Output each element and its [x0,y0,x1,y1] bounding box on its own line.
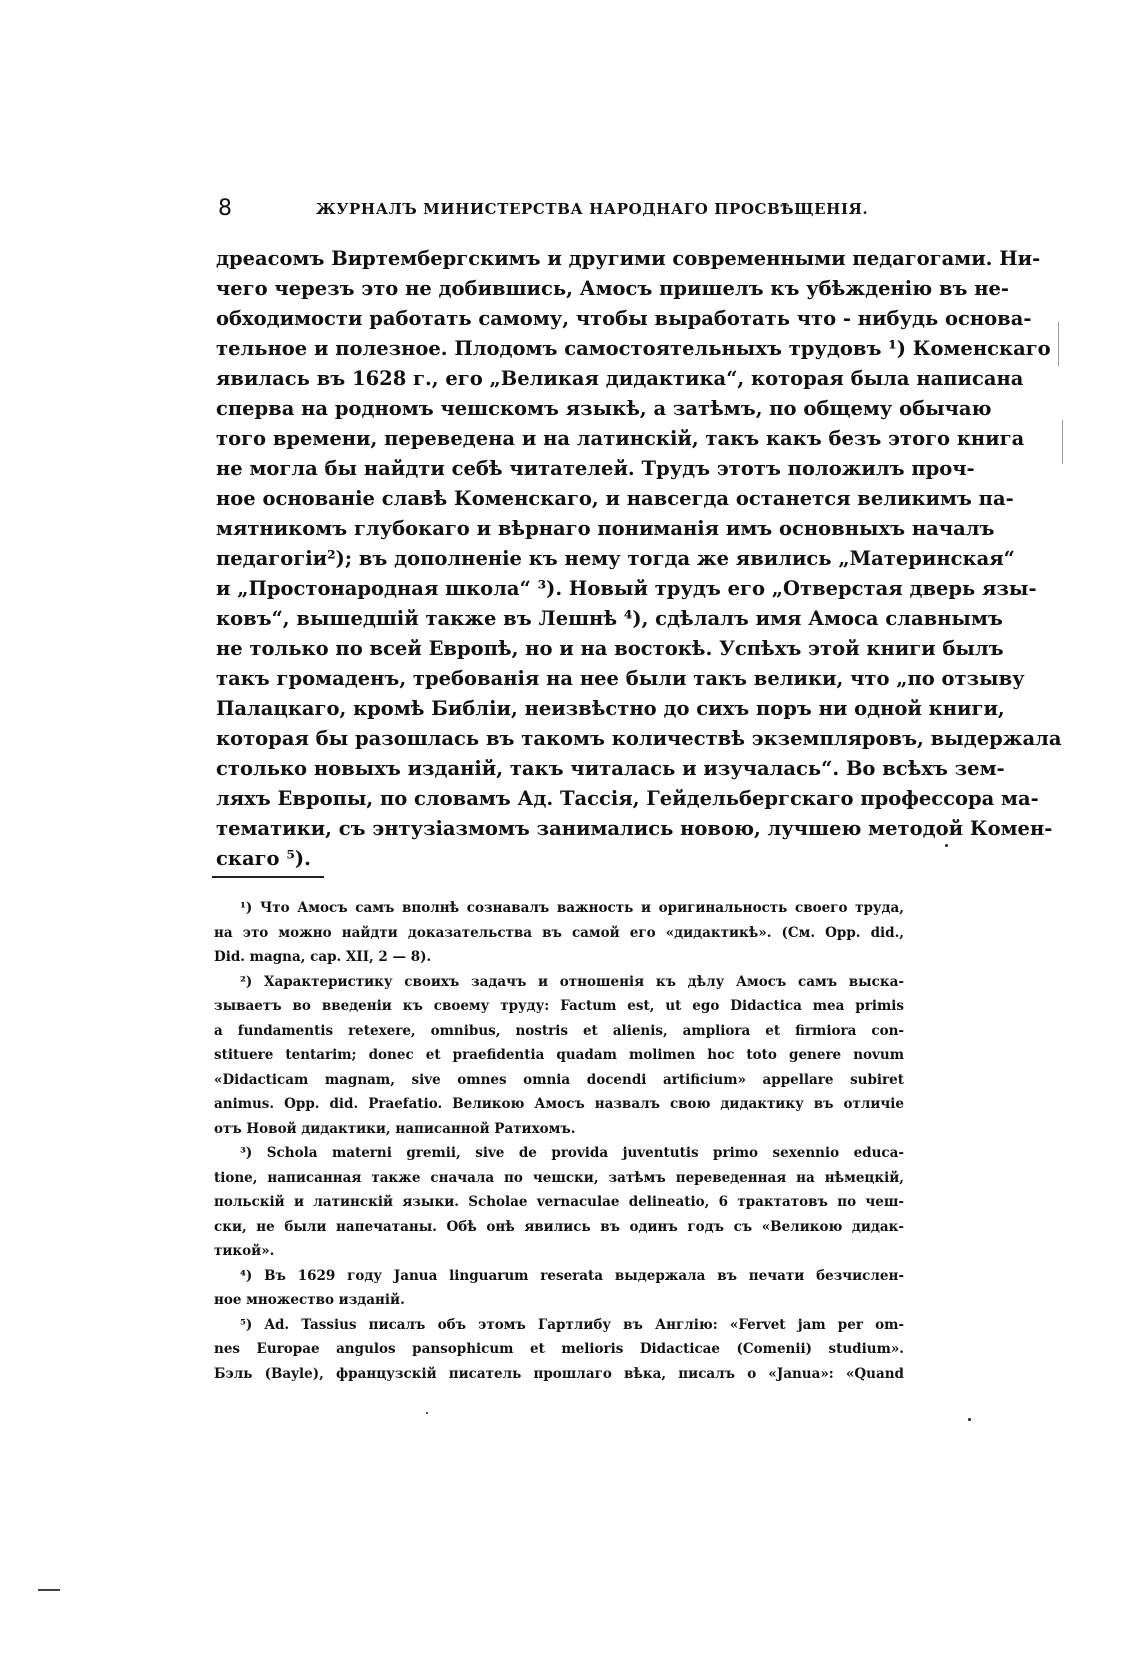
text-line: сперва на родномъ чешскомъ языкѣ, а затѣмъ, по общему обычаю [216,397,992,420]
footnote-line: ски, не были напечатаны. Обѣ онѣ явились въ одинъ годъ съ «Великою дидак- [214,1218,904,1235]
footnote-line: польскій и латинскій языки. Scholae vernaculae delineatio, 6 трактатовъ по чеш- [214,1194,904,1210]
text-line: тельное и полезное. Плодомъ самостоятельныхъ трудовъ ¹) Коменскаго [216,337,1051,360]
footnote-line: Did. magna, cap. XII, 2 — 8). [214,949,432,965]
footnote-line: отъ Новой дидактики, написанной Ратихомъ. [214,1120,576,1137]
footnote-3 [214,1141,904,1264]
footnote-line: тикой». [214,1243,275,1259]
footnote-line: ⁴) Въ 1629 году Janua linguarum reserata выдержала въ печати безчислен- [240,1267,904,1284]
footnote-divider [212,876,324,878]
text-line: мятникомъ глубокаго и вѣрнаго пониманія имъ основныхъ началъ [216,517,995,540]
text-line: столько новыхъ изданій, такъ читалась и изучалась“. Во всѣхъ зем- [216,757,1005,780]
footnote-line: a fundamentis retexere, omnibus, nostris et alienis, ampliora et firmiora con- [214,1022,904,1039]
text-line: обходимости работать самому, чтобы выработать что - нибудь основа- [216,307,1032,330]
text-line: ное основаніе славѣ Коменскаго, и навсегда останется великимъ па- [216,487,1014,510]
footnotes-block [214,896,904,1386]
footnote-line: зываетъ во введеніи къ своему труду: Factum est, ut ego Didactica mea primis [214,998,904,1014]
text-line: не могла бы найдти себѣ читателей. Трудъ этотъ положилъ проч- [216,457,975,480]
text-line: Палацкаго, кромѣ Библіи, неизвѣстно до сихъ поръ ни одной книги, [216,697,1005,720]
footnote-line: tione, написанная также сначала по чешски, затѣмъ переведенная на нѣмецкій, [214,1169,904,1186]
text-line: ляхъ Европы, по словамъ Ад. Тассія, Гейдельбергскаго профессора ма- [216,787,1039,810]
page-number: 8 [218,196,232,221]
footnote-2 [214,970,904,1142]
footnote-line: ²) Характеристику своихъ задачъ и отношенія къ дѣлу Амосъ самъ выска- [240,973,904,990]
footnote-line: ¹) Что Амосъ самъ вполнѣ сознавалъ важность и оригинальность своего труда, [240,900,904,916]
text-line: ковъ“, вышедшій также въ Лешнѣ ⁴), сдѣлалъ имя Амоса славнымъ [216,607,1003,630]
journal-title: ЖУРНАЛЪ МИНИСТЕРСТВА НАРОДНАГО ПРОСВѢЩЕНІЯ. [316,200,869,218]
page-edge-mark [38,1589,60,1591]
text-line: такъ громаденъ, требованія на нее были такъ велики, что „по отзыву [216,667,1025,690]
text-line: не только по всей Европѣ, но и на востокѣ. Успѣхъ этой книги былъ [216,637,1004,660]
footnote-line: ³) Schola materni gremii, sive de provida juventutis primo sexennio educa- [240,1145,904,1161]
footnote-line: ное множество изданій. [214,1292,405,1308]
footnote-line: на это можно найдти доказательства въ самой его «дидактикѣ». (См. Opp. did., [214,924,904,941]
text-line: чего черезъ это не добившись, Амосъ пришелъ къ убѣжденію въ не- [216,277,1010,300]
ink-speck [426,1412,428,1414]
footnote-line: ⁵) Ad. Tassius писалъ объ этомъ Гартлибу въ Англію: «Fervet jam per om- [240,1316,904,1333]
text-line: скаго ⁵). [216,847,311,870]
running-header [218,196,900,230]
main-text-block [216,244,1062,874]
ink-speck [945,844,948,847]
footnote-1 [214,896,904,970]
footnote-4 [214,1264,904,1313]
text-line: и „Простонародная школа“ ³). Новый трудъ его „Отверстая дверь язы- [216,577,1037,600]
text-line: педагогіи²); въ дополненіе къ нему тогда же явились „Материнская“ [216,547,1015,570]
text-line: того времени, переведена и на латинскій, такъ какъ безъ этого книга [216,427,1025,450]
footnote-5 [214,1313,904,1387]
footnote-line: stituere tentarim; donec et praefidentia quadam molimen hoc toto genere novum [214,1047,904,1063]
footnote-line: «Didacticam magnam, sive omnes omnia docendi artificium» appellare subiret [214,1071,904,1088]
text-line: дреасомъ Виртембергскимъ и другими современными педагогами. Ни- [216,247,1041,270]
footnote-line: Бэль (Bayle), французскій писатель прошлаго вѣка, писалъ о «Janua»: «Quand [214,1365,904,1382]
footnote-line: animus. Opp. did. Praefatio. Великою Амосъ назвалъ свою дидактику въ отличіе [214,1096,904,1112]
page-edge-mark [1062,420,1063,464]
text-line: явилась въ 1628 г., его „Великая дидактика“, которая была написана [216,367,1024,390]
page-edge-mark [1058,322,1059,366]
footnote-line: nes Europae angulos pansophicum et melioris Didacticae (Comenii) studium». [214,1341,904,1357]
text-line: тематики, съ энтузіазмомъ занимались новою, лучшею методой Комен- [216,817,1053,840]
ink-speck [968,1418,971,1421]
text-line: которая бы разошлась въ такомъ количествѣ экземпляровъ, выдержала [216,727,1062,750]
